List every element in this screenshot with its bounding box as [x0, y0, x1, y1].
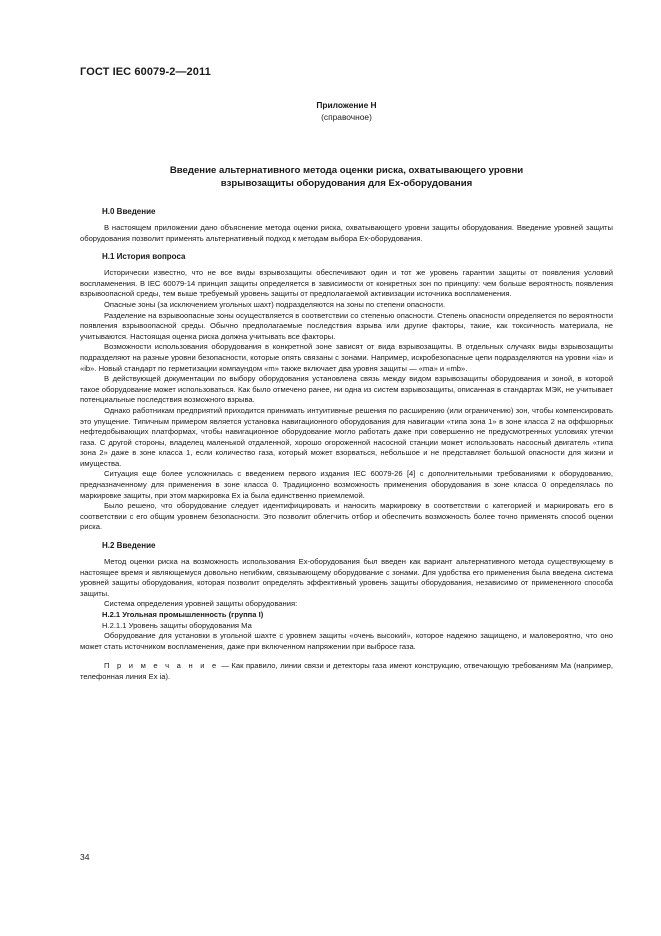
subsection-heading-h211: Н.2.1.1 Уровень защиты оборудования Ма — [102, 620, 252, 630]
annex-title: Приложение Н — [316, 100, 377, 110]
paragraph: Разделение на взрывоопасные зоны осуществляется в соответствии со степенью опасности. Степень опасности определяется по вероятности появления взрывоопасной среды. Обычно предполагаемые последствия взрыва или другие факторы, такие, как токсичность материала, не учитываются. Настоящая оценка риска должна учитывать все факторы. — [80, 310, 613, 341]
document-code: ГОСТ IEC 60079-2—2011 — [80, 66, 211, 78]
annex-subtitle: (справочное) — [321, 112, 372, 122]
subsection-heading-h21: Н.2.1 Угольная промышленность (группа I) — [102, 610, 264, 619]
paragraph: В действующей документации по выбору оборудования установлена связь между видом взрывозащиты оборудования и зоной, в которой такое оборудование может использоваться. Как было отмечено ранее, ни одна из систем взрывозащиты, описанная в стандартах МЭК, не учитывает потенциальные последствия возможного взрыва. — [80, 374, 613, 405]
annex-main-title — [80, 164, 613, 190]
paragraph: Возможности использования оборудования в конкретной зоне зависят от вида взрывозащиты. В отдельных случаях виды взрывозащиты подразделяют на разные уровни безопасности, которые опять связаны с зонами. Например, искробезопасные цепи подразделяются на уровни «ia» и «ib». Новый стандарт по герметизации компаундом «m» также включает два уровня защиты — «ma» и «mb». — [80, 342, 613, 373]
paragraph: Оборудование для установки в угольной шахте с уровнем защиты «очень высокий», которое надежно защищено, и маловероятно, что оно может стать источником воспламенения, даже при включенном напряжении при выбросе газа. — [80, 631, 613, 651]
paragraph: Ситуация еще более усложнилась с введением первого издания IEC 60079-26 [4] с дополнительными требованиями к оборудованию, предназначенному для применения в зоне класса 0. Традиционно возможность применения оборудования в зоне класса 0 определялась по маркировке защиты, при этом маркировка Ex ia была единственно приемлемой. — [80, 469, 613, 500]
note-text: — Как правило, линии связи и детекторы газа имеют конструкцию, отвечающую требованиям Ма (например, телефонная линия Ex ia). — [80, 661, 613, 681]
section-heading-h0: Н.0 Введение — [102, 207, 156, 216]
paragraph: Система определения уровней защиты оборудования: — [104, 599, 298, 609]
section-heading-h1: Н.1 История вопроса — [102, 252, 186, 262]
paragraph: Метод оценки риска на возможность использования Ex-оборудования был введен как вариант альтернативного метода существующему в настоящее время и являющемуся довольно негибким, связывающему оборудование с зонами. Для удобства его применения была введена система уровней защиты оборудования, которая позволит определять эффективный уровень защиты оборудования, независимо от примененного способа защиты. — [80, 557, 613, 598]
section-heading-h2: Н.2 Введение — [102, 541, 156, 551]
paragraph: Исторически известно, что не все виды взрывозащиты обеспечивают один и тот же уровень гарантии защиты от появления условий воспламенения. В IEC 60079-14 принцип защиты определяется в зависимости от конкретных зон по принципу: чем больше вероятность появления взрывоопасной среды, тем выше требуемый уровень защиты от предполагаемой активизации источника воспламенения. — [80, 268, 613, 299]
paragraph: Однако работникам предприятий приходится принимать интуитивные решения по расширению (или ограничению) зон, чтобы компенсировать это упущение. Типичным примером является установка навигационного оборудования для навигации «типа зона 1» в зоне класса 2 на оффшорных нефтедобывающих платформах, чтобы навигационное оборудование могло работать даже при совершенно не предусмотренных условиях утечки газа. С другой стороны, владелец маленькой отдаленной, хорошо огороженной насосной станции может использовать насосный двигатель «типа зона 2» даже в зоне класса 1, если количество газа, который может взорваться, небольшое и не представляет большой опасности для жизни и имущества. — [80, 405, 613, 468]
page-number: 34 — [80, 852, 90, 862]
note — [80, 661, 613, 682]
main-title-line-2: взрывозащиты оборудования для Ex-оборудования — [220, 178, 473, 189]
paragraph: Опасные зоны (за исключением угольных шахт) подразделяются на зоны по степени опасности. — [104, 299, 446, 309]
main-title-line-1: Введение альтернативного метода оценки риска, охватывающего уровни — [169, 165, 524, 176]
paragraph: В настоящем приложении дано объяснение метода оценки риска, охватывающего уровни защиты оборудования. Введение уровней защиты оборудования позволит применять альтернативный подход к методам выбора Ex-оборудования. — [80, 223, 613, 243]
annex-header — [80, 99, 613, 123]
note-label: П р и м е ч а н и е — [104, 661, 219, 671]
paragraph: Было решено, что оборудование следует идентифицировать и наносить маркировку в соответствии с категорией и маркировать его в соответствии с его общим уровнем безопасности. Это позволит облегчить отбор и обеспечить возможность более точно применять способ оценки риска. — [80, 501, 613, 532]
